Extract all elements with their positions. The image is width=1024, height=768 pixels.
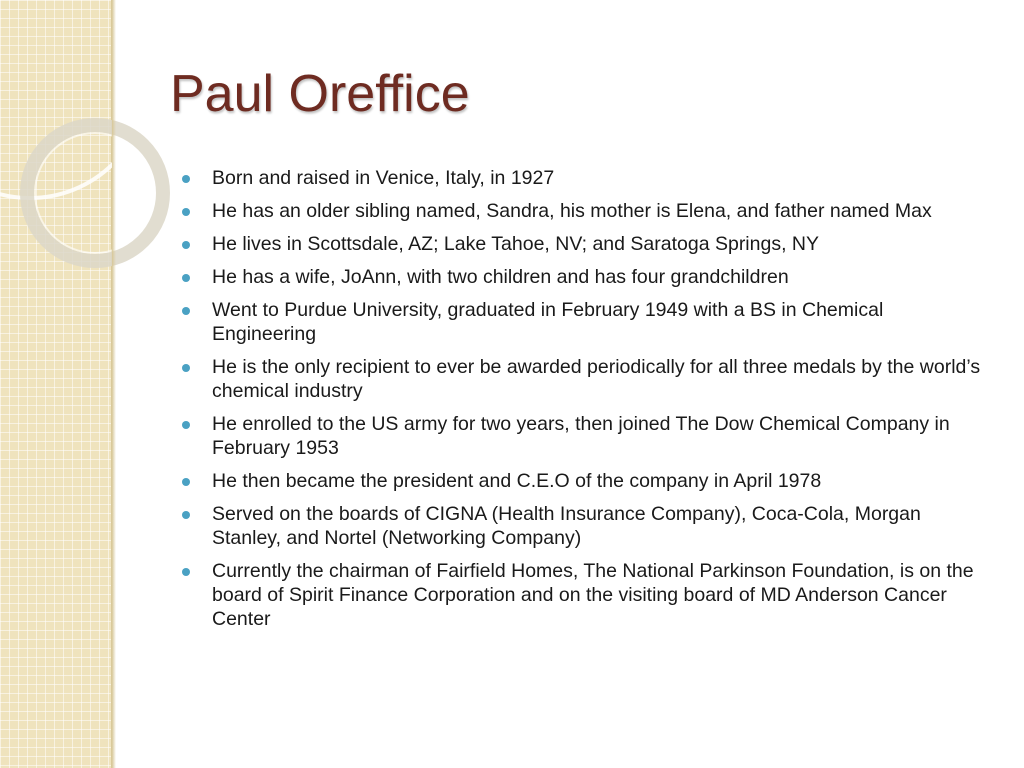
decorative-side-panel <box>0 0 112 768</box>
bullet-list <box>182 166 992 640</box>
bullet-icon <box>182 208 190 216</box>
list-item <box>182 469 992 493</box>
bullet-text: Born and raised in Venice, Italy, in 1927 <box>212 167 555 189</box>
bullet-icon <box>182 307 190 315</box>
bullet-text: Went to Purdue University, graduated in February 1949 with a BS in Chemical Engineering <box>212 299 884 345</box>
list-item <box>182 412 992 460</box>
bullet-icon <box>182 478 190 486</box>
decorative-ring <box>20 118 170 268</box>
bullet-text: Served on the boards of CIGNA (Health Insurance Company), Coca-Cola, Morgan Stanley, and Nortel (Networking Company) <box>212 503 921 549</box>
slide-title: Paul Oreffice <box>170 65 470 123</box>
bullet-icon <box>182 241 190 249</box>
list-item <box>182 166 992 190</box>
bullet-text: He is the only recipient to ever be awarded periodically for all three medals by the world’s chemical industry <box>212 356 981 402</box>
list-item <box>182 502 992 550</box>
list-item <box>182 355 992 403</box>
list-item <box>182 199 992 223</box>
list-item <box>182 298 992 346</box>
bullet-icon <box>182 364 190 372</box>
bullet-text: He then became the president and C.E.O of the company in April 1978 <box>212 470 822 492</box>
bullet-icon <box>182 568 190 576</box>
bullet-text: He has an older sibling named, Sandra, his mother is Elena, and father named Max <box>212 200 932 222</box>
bullet-icon <box>182 421 190 429</box>
bullet-text: Currently the chairman of Fairfield Homes, The National Parkinson Foundation, is on the board of Spirit Finance Corporation and on the visiting board of MD Anderson Cancer Center <box>212 560 974 630</box>
side-panel-edge <box>112 0 116 768</box>
bullet-icon <box>182 175 190 183</box>
list-item <box>182 559 992 631</box>
list-item <box>182 265 992 289</box>
bullet-text: He enrolled to the US army for two years, then joined The Dow Chemical Company in February 1953 <box>212 413 950 459</box>
bullet-icon <box>182 511 190 519</box>
list-item <box>182 232 992 256</box>
bullet-text: He has a wife, JoAnn, with two children and has four grandchildren <box>212 266 789 288</box>
bullet-text: He lives in Scottsdale, AZ; Lake Tahoe, NV; and Saratoga Springs, NY <box>212 233 820 255</box>
bullet-icon <box>182 274 190 282</box>
